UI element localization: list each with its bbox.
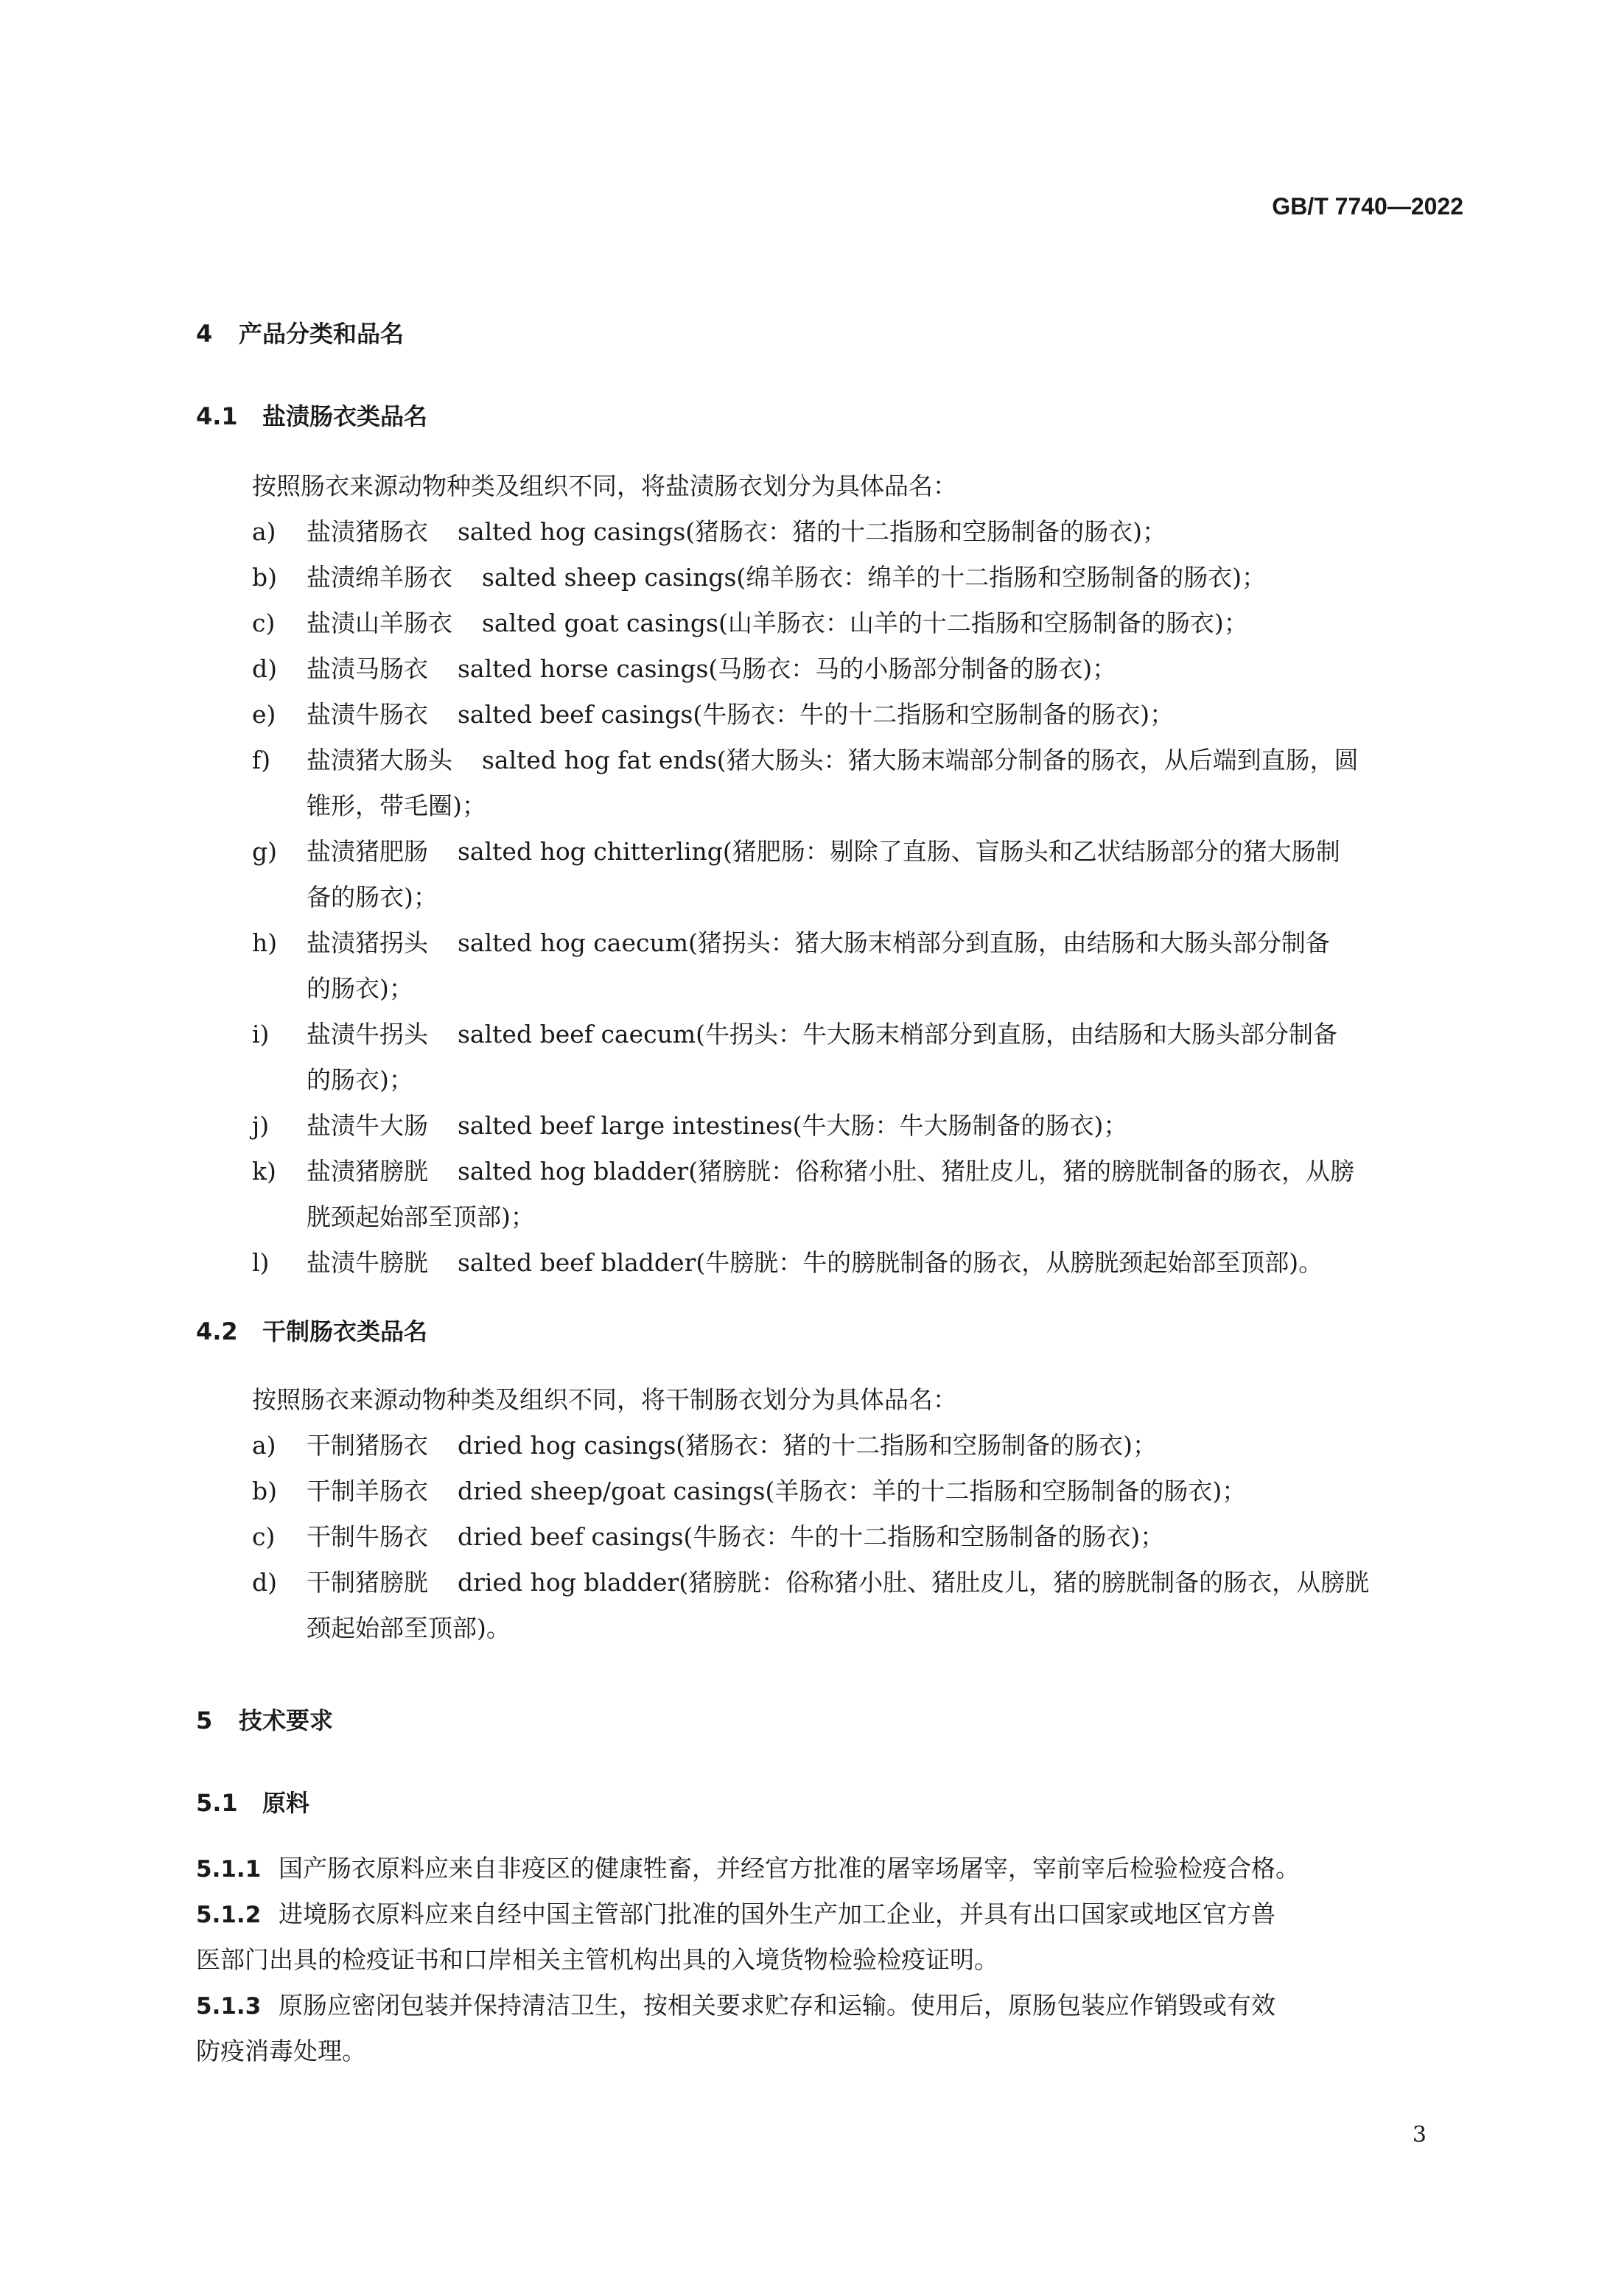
item-cn-name: 盐渍牛拐头 bbox=[307, 1020, 428, 1049]
list-item bbox=[252, 1152, 1354, 1187]
list-item bbox=[252, 1564, 1369, 1598]
clause-number: 5.1.2 bbox=[196, 1902, 262, 1928]
clause-5-1-3 bbox=[196, 1986, 1275, 2021]
clause-text: 国产肠衣原料应来自非疫区的健康牲畜，并经官方批准的屠宰场屠宰，宰前宰后检验检疫合格。 bbox=[279, 1854, 1300, 1883]
item-text: salted hog chitterling(猪肥肠：剔除了直肠、盲肠头和乙状结肠部分的猪大肠制 bbox=[458, 837, 1340, 866]
item-marker: b) bbox=[252, 563, 277, 592]
section-5-heading bbox=[196, 1702, 333, 1736]
section-number: 4 bbox=[196, 320, 213, 348]
item-cn-name: 干制猪膀胱 bbox=[307, 1568, 428, 1597]
item-marker: b) bbox=[252, 1477, 277, 1505]
section-title: 产品分类和品名 bbox=[239, 320, 405, 348]
clause-number: 5.1.3 bbox=[196, 1993, 262, 2020]
item-marker: d) bbox=[252, 654, 277, 683]
item-marker: g) bbox=[252, 837, 277, 866]
section-4-1-intro: 按照肠衣来源动物种类及组织不同，将盐渍肠衣划分为具体品名： bbox=[252, 472, 957, 500]
standard-number: GB/T 7740—2022 bbox=[1272, 193, 1463, 220]
item-text: dried sheep/goat casings(羊肠衣：羊的十二指肠和空肠制备的肠衣)； bbox=[458, 1477, 1247, 1505]
list-item bbox=[252, 604, 1248, 639]
item-text: salted beef caecum(牛拐头：牛大肠末梢部分到直肠，由结肠和大肠头部分制备 bbox=[458, 1020, 1338, 1049]
list-item bbox=[252, 833, 1340, 867]
item-cn-name: 干制羊肠衣 bbox=[307, 1477, 428, 1505]
section-4-2-heading bbox=[196, 1313, 427, 1347]
section-4-heading bbox=[196, 315, 404, 349]
list-item bbox=[252, 1015, 1337, 1050]
clause-5-1-2 bbox=[196, 1895, 1275, 1930]
item-marker: c) bbox=[252, 1522, 276, 1551]
item-text: salted beef bladder(牛膀胱：牛的膀胱制备的肠衣，从膀胱颈起始部至顶部)。 bbox=[458, 1248, 1323, 1277]
item-marker: k) bbox=[252, 1157, 276, 1186]
item-marker: l) bbox=[252, 1248, 270, 1277]
item-text: salted sheep casings(绵羊肠衣：绵羊的十二指肠和空肠制备的肠衣)； bbox=[482, 563, 1267, 592]
list-item bbox=[252, 559, 1266, 593]
section-number: 5.1 bbox=[196, 1789, 238, 1817]
item-marker: f) bbox=[252, 746, 271, 774]
list-item bbox=[252, 1472, 1246, 1507]
list-item bbox=[252, 513, 1166, 547]
item-cn-name: 盐渍牛大肠 bbox=[307, 1111, 428, 1140]
section-title: 盐渍肠衣类品名 bbox=[262, 402, 428, 430]
list-item bbox=[252, 1426, 1157, 1461]
item-cn-name: 盐渍绵羊肠衣 bbox=[307, 563, 452, 592]
section-number: 4.1 bbox=[196, 402, 238, 430]
clause-continuation: 医部门出具的检疫证书和口岸相关主管机构出具的入境货物检验检疫证明。 bbox=[196, 1945, 998, 1974]
page-number: 3 bbox=[1412, 2122, 1427, 2148]
item-text: salted hog casings(猪肠衣：猪的十二指肠和空肠制备的肠衣)； bbox=[458, 517, 1167, 546]
item-cn-name: 盐渍马肠衣 bbox=[307, 654, 428, 683]
list-item-continuation: 备的肠衣)； bbox=[307, 883, 438, 911]
item-cn-name: 盐渍猪肠衣 bbox=[307, 517, 428, 546]
item-cn-name: 盐渍猪膀胱 bbox=[307, 1157, 428, 1186]
item-marker: d) bbox=[252, 1568, 277, 1597]
list-item bbox=[252, 1107, 1127, 1141]
list-item bbox=[252, 1244, 1323, 1278]
list-item-continuation: 胱颈起始部至顶部)； bbox=[307, 1202, 535, 1231]
item-cn-name: 干制猪肠衣 bbox=[307, 1431, 428, 1460]
item-marker: i) bbox=[252, 1020, 270, 1049]
list-item-continuation: 的肠衣)； bbox=[307, 1065, 413, 1094]
list-item bbox=[252, 741, 1359, 776]
item-text: dried hog casings(猪肠衣：猪的十二指肠和空肠制备的肠衣)； bbox=[458, 1431, 1158, 1460]
item-cn-name: 盐渍猪大肠头 bbox=[307, 746, 452, 774]
item-text: salted beef large intestines(牛大肠：牛大肠制备的肠衣)； bbox=[458, 1111, 1128, 1140]
item-cn-name: 盐渍牛肠衣 bbox=[307, 700, 428, 729]
clause-continuation: 防疫消毒处理。 bbox=[196, 2037, 366, 2065]
list-item-continuation: 锥形，带毛圈)； bbox=[307, 791, 486, 820]
list-item bbox=[252, 1518, 1164, 1552]
item-marker: a) bbox=[252, 1431, 276, 1460]
item-marker: c) bbox=[252, 609, 276, 637]
item-marker: h) bbox=[252, 928, 278, 957]
clause-number: 5.1.1 bbox=[196, 1856, 262, 1883]
list-item bbox=[252, 924, 1330, 959]
item-text: salted goat casings(山羊肠衣：山羊的十二指肠和空肠制备的肠衣)； bbox=[482, 609, 1248, 637]
item-text: salted hog fat ends(猪大肠头：猪大肠末端部分制备的肠衣，从后端到直肠，圆 bbox=[482, 746, 1359, 774]
clause-text: 进境肠衣原料应来自经中国主管部门批准的国外生产加工企业，并具有出口国家或地区官方兽 bbox=[279, 1900, 1275, 1928]
item-cn-name: 盐渍猪拐头 bbox=[307, 928, 428, 957]
list-item-continuation: 的肠衣)； bbox=[307, 974, 413, 1003]
section-title: 技术要求 bbox=[239, 1706, 334, 1734]
item-text: salted hog bladder(猪膀胱：俗称猪小肚、猪肚皮儿，猪的膀胱制备的肠衣，从膀 bbox=[458, 1157, 1355, 1186]
section-title: 干制肠衣类品名 bbox=[262, 1317, 428, 1345]
item-cn-name: 干制牛肠衣 bbox=[307, 1522, 428, 1551]
section-title: 原料 bbox=[262, 1789, 310, 1817]
section-4-2-intro: 按照肠衣来源动物种类及组织不同，将干制肠衣划分为具体品名： bbox=[252, 1385, 957, 1414]
item-text: salted hog caecum(猪拐头：猪大肠末梢部分到直肠，由结肠和大肠头部分制备 bbox=[458, 928, 1330, 957]
clause-text: 原肠应密闭包装并保持清洁卫生，按相关要求贮存和运输。使用后，原肠包装应作销毁或有效 bbox=[279, 1991, 1275, 2020]
item-text: salted horse casings(马肠衣：马的小肠部分制备的肠衣)； bbox=[458, 654, 1117, 683]
list-item bbox=[252, 650, 1116, 685]
item-text: salted beef casings(牛肠衣：牛的十二指肠和空肠制备的肠衣)； bbox=[458, 700, 1175, 729]
item-marker: a) bbox=[252, 517, 276, 546]
item-text: dried beef casings(牛肠衣：牛的十二指肠和空肠制备的肠衣)； bbox=[458, 1522, 1165, 1551]
list-item bbox=[252, 696, 1174, 730]
item-cn-name: 盐渍山羊肠衣 bbox=[307, 609, 452, 637]
section-4-1-heading bbox=[196, 398, 427, 432]
item-text: dried hog bladder(猪膀胱：俗称猪小肚、猪肚皮儿，猪的膀胱制备的肠衣，从膀胱 bbox=[458, 1568, 1370, 1597]
section-number: 4.2 bbox=[196, 1317, 238, 1345]
section-number: 5 bbox=[196, 1706, 213, 1734]
item-cn-name: 盐渍猪肥肠 bbox=[307, 837, 428, 866]
item-cn-name: 盐渍牛膀胱 bbox=[307, 1248, 428, 1277]
item-marker: j) bbox=[252, 1111, 270, 1140]
item-marker: e) bbox=[252, 700, 276, 729]
clause-5-1-1 bbox=[196, 1849, 1300, 1884]
list-item-continuation: 颈起始部至顶部)。 bbox=[307, 1614, 511, 1642]
section-5-1-heading bbox=[196, 1785, 309, 1818]
